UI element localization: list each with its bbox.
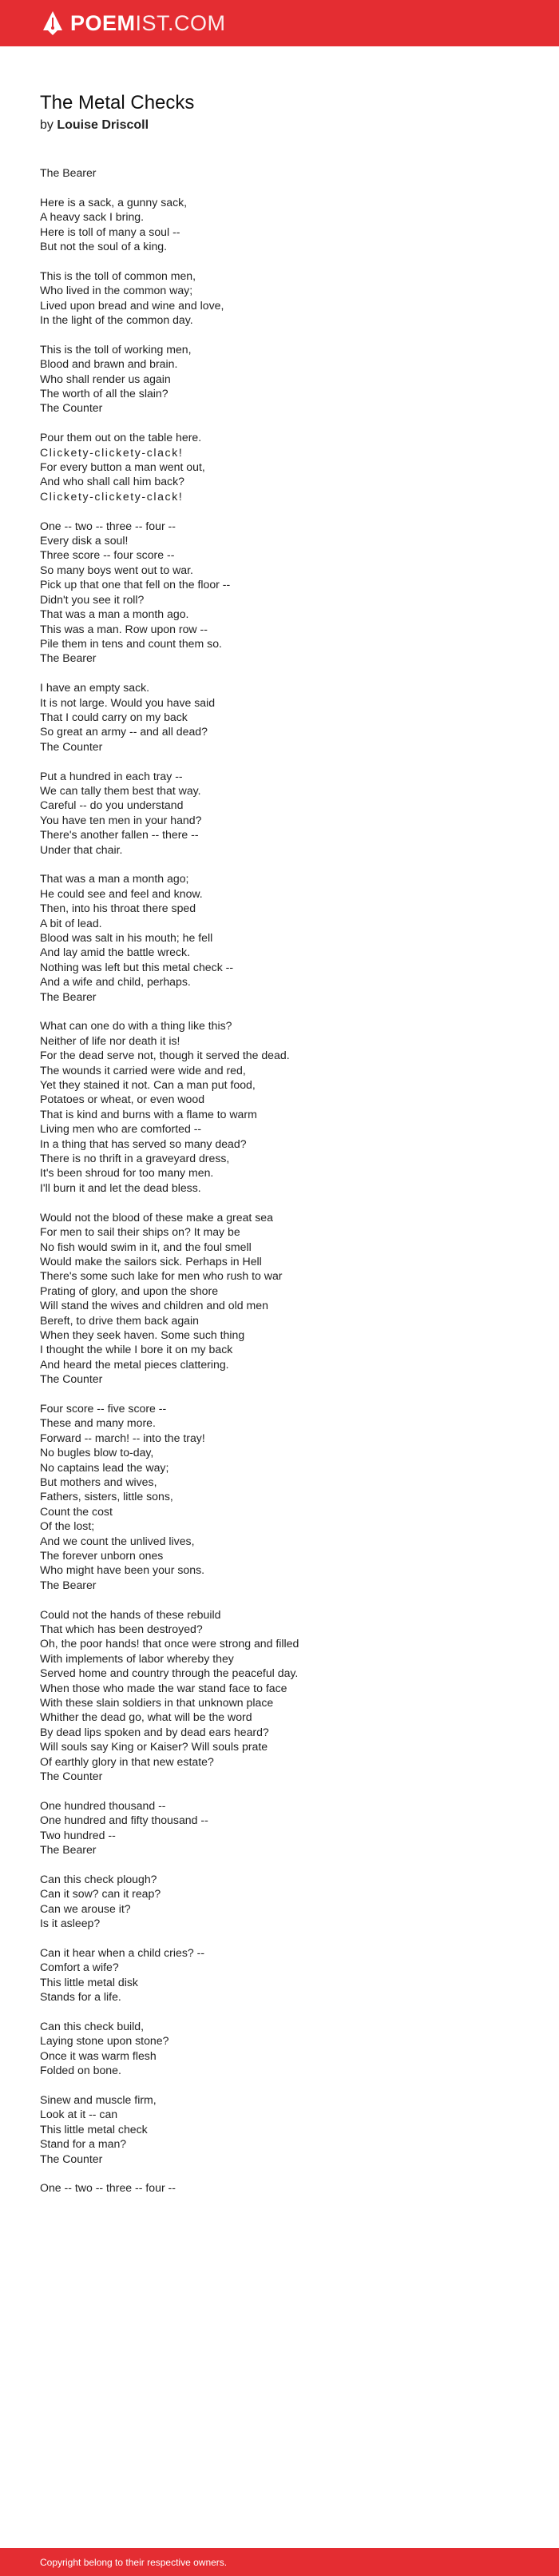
poem-line: One hundred and fifty thousand -- bbox=[40, 1814, 208, 1827]
poem-line: Oh, the poor hands! that once were strong and filled bbox=[40, 1637, 299, 1650]
poem-line: Three score -- four score -- bbox=[40, 548, 175, 562]
poem-line: The Counter bbox=[40, 1770, 103, 1783]
poem-line: Forward -- march! -- into the tray! bbox=[40, 1431, 205, 1444]
poem-line: Can we arouse it? bbox=[40, 1901, 131, 1915]
poem-line: By dead lips spoken and by dead ears heard? bbox=[40, 1725, 269, 1738]
poem-line: Clickety-clickety-clack! bbox=[40, 445, 184, 459]
poem-line: Under that chair. bbox=[40, 842, 123, 856]
poem-line: That is kind and burns with a flame to warm bbox=[40, 1107, 257, 1121]
poem-line: Nothing was left but this metal check -- bbox=[40, 960, 234, 973]
poem-line: But mothers and wives, bbox=[40, 1475, 157, 1488]
poem-body bbox=[40, 165, 519, 2196]
stanza bbox=[40, 769, 519, 857]
poem-line: It is not large. Would you have said bbox=[40, 695, 216, 709]
poem-line: Prating of glory, and upon the shore bbox=[40, 1284, 219, 1297]
author-name[interactable]: Louise Driscoll bbox=[57, 118, 149, 132]
poem-line: When they seek haven. Some such thing bbox=[40, 1328, 245, 1341]
stanza bbox=[40, 680, 519, 754]
stanza bbox=[40, 1798, 519, 1857]
poem-line: The wounds it carried were wide and red, bbox=[40, 1063, 246, 1077]
poem-line: That which has been destroyed? bbox=[40, 1622, 203, 1636]
poem-line: Blood was salt in his mouth; he fell bbox=[40, 931, 213, 944]
poem-line: Would make the sailors sick. Perhaps in Hell bbox=[40, 1254, 262, 1268]
stanza bbox=[40, 871, 519, 1004]
poem-line: And lay amid the battle wreck. bbox=[40, 946, 191, 959]
poem-line: He could see and feel and know. bbox=[40, 886, 203, 900]
poem-line: Potatoes or wheat, or even wood bbox=[40, 1093, 205, 1106]
poem-line: Is it asleep? bbox=[40, 1917, 101, 1930]
poem-line: Of the lost; bbox=[40, 1519, 95, 1533]
poem-line: That was a man a month ago; bbox=[40, 872, 189, 886]
poem-line: Can this check plough? bbox=[40, 1872, 157, 1885]
poem-line: With implements of labor whereby they bbox=[40, 1651, 234, 1665]
poem-line: Blood and brawn and brain. bbox=[40, 357, 178, 371]
poem-line: We can tally them best that way. bbox=[40, 783, 201, 797]
poem-line: For every button a man went out, bbox=[40, 460, 205, 474]
poem-line: Here is toll of many a soul -- bbox=[40, 225, 180, 238]
poem-line: This was a man. Row upon row -- bbox=[40, 622, 208, 635]
by-label: by bbox=[40, 118, 54, 132]
poem-line: Comfort a wife? bbox=[40, 1961, 119, 1974]
poem-line: The Counter bbox=[40, 401, 103, 415]
poem-line: This is the toll of common men, bbox=[40, 269, 196, 282]
poem-line: The Bearer bbox=[40, 1578, 97, 1591]
poem-line: It's been shroud for too many men. bbox=[40, 1166, 214, 1180]
poem-line: Put a hundred in each tray -- bbox=[40, 769, 183, 782]
stanza bbox=[40, 1607, 519, 1784]
poem-line: In a thing that has served so many dead? bbox=[40, 1137, 247, 1150]
poem-line: So many boys went out to war. bbox=[40, 563, 193, 576]
poem-line: Neither of life nor death it is! bbox=[40, 1033, 180, 1047]
poem-line: There's another fallen -- there -- bbox=[40, 828, 199, 842]
poem-line: Would not the blood of these make a great sea bbox=[40, 1210, 273, 1224]
poem-line: Two hundred -- bbox=[40, 1828, 116, 1841]
stanza bbox=[40, 1945, 519, 2005]
poem-line: The Counter bbox=[40, 739, 103, 753]
stanza bbox=[40, 1872, 519, 1931]
poem-line: Bereft, to drive them back again bbox=[40, 1313, 199, 1327]
poem-line: The Bearer bbox=[40, 1843, 97, 1857]
poem-line: Who shall render us again bbox=[40, 372, 171, 385]
poem-line: But not the soul of a king. bbox=[40, 240, 168, 253]
poem-line: No captains lead the way; bbox=[40, 1460, 169, 1474]
poem-line: Will souls say King or Kaiser? Will souls prate bbox=[40, 1740, 268, 1754]
poem-line: Of earthly glory in that new estate? bbox=[40, 1754, 214, 1768]
poem-line: A heavy sack I bring. bbox=[40, 210, 145, 224]
poem-line: This little metal disk bbox=[40, 1975, 138, 1989]
poem-line: When those who made the war stand face to face bbox=[40, 1681, 287, 1694]
site-logo-text: POEMIST.COM bbox=[70, 11, 226, 35]
poem-line: This little metal check bbox=[40, 2122, 148, 2136]
poem-line: Can it hear when a child cries? -- bbox=[40, 1945, 205, 1959]
poem-line: Living men who are comforted -- bbox=[40, 1122, 202, 1136]
poem-line: Clickety-clickety-clack! bbox=[40, 489, 184, 503]
stanza bbox=[40, 269, 519, 328]
poem-line: Then, into his throat there sped bbox=[40, 902, 196, 915]
poem-line: The Bearer bbox=[40, 651, 97, 665]
poem-line: I thought the while I bore it on my back bbox=[40, 1343, 233, 1356]
stanza bbox=[40, 2180, 519, 2195]
poem-line: And a wife and child, perhaps. bbox=[40, 975, 191, 989]
poem-line: For men to sail their ships on? It may be bbox=[40, 1225, 240, 1239]
poem-line: What can one do with a thing like this? bbox=[40, 1019, 232, 1033]
poem-line: There's some such lake for men who rush to war bbox=[40, 1269, 283, 1283]
poem-line: I'll burn it and let the dead bless. bbox=[40, 1181, 201, 1194]
poem-line: Sinew and muscle firm, bbox=[40, 2092, 157, 2106]
poem-line: Served home and country through the peaceful day. bbox=[40, 1666, 299, 1680]
stanza bbox=[40, 1210, 519, 1387]
poem-line: Four score -- five score -- bbox=[40, 1401, 167, 1415]
stanza bbox=[40, 519, 519, 666]
poem-line: One hundred thousand -- bbox=[40, 1798, 166, 1812]
poem-line: Didn't you see it roll? bbox=[40, 592, 145, 606]
poem-line: That was a man a month ago. bbox=[40, 607, 189, 621]
poem-line: Once it was warm flesh bbox=[40, 2048, 157, 2062]
stanza bbox=[40, 195, 519, 254]
poem-line: Can it sow? can it reap? bbox=[40, 1887, 161, 1901]
poem-line: Could not the hands of these rebuild bbox=[40, 1607, 221, 1621]
poem-byline bbox=[40, 117, 519, 134]
stanza bbox=[40, 1018, 519, 1195]
poem-line: This is the toll of working men, bbox=[40, 342, 192, 356]
top-bar bbox=[0, 0, 559, 46]
stanza bbox=[40, 2019, 519, 2078]
poem-line: The worth of all the slain? bbox=[40, 387, 168, 400]
poem-line: The Counter bbox=[40, 2152, 103, 2165]
poem-title: The Metal Checks bbox=[40, 92, 195, 113]
poem-line: The Bearer bbox=[40, 166, 97, 179]
poem-line: Pick up that one that fell on the floor -- bbox=[40, 578, 231, 591]
poem-line: The Bearer bbox=[40, 989, 97, 1003]
poem-line: Lived upon bread and wine and love, bbox=[40, 298, 224, 312]
poem-line: A bit of lead. bbox=[40, 916, 102, 930]
poem-container bbox=[40, 91, 519, 2210]
footer-bar bbox=[0, 2548, 559, 2576]
poem-line: One -- two -- three -- four -- bbox=[40, 2181, 176, 2195]
stanza bbox=[40, 1401, 519, 1592]
poem-line: With these slain soldiers in that unknown place bbox=[40, 1696, 274, 1710]
poem-line: One -- two -- three -- four -- bbox=[40, 519, 176, 532]
poem-line: And who shall call him back? bbox=[40, 475, 184, 488]
poem-line: Will stand the wives and children and old men bbox=[40, 1299, 268, 1312]
poem-line: Stands for a life. bbox=[40, 1990, 121, 2004]
poem-line: Can this check build, bbox=[40, 2019, 145, 2033]
poem-line: And heard the metal pieces clattering. bbox=[40, 1357, 229, 1371]
poem-line: No bugles blow to-day, bbox=[40, 1446, 154, 1459]
poem-line: These and many more. bbox=[40, 1416, 156, 1430]
poem-line: Look at it -- can bbox=[40, 2108, 118, 2121]
poem-line: The forever unborn ones bbox=[40, 1549, 164, 1563]
poem-line: Every disk a soul! bbox=[40, 534, 129, 547]
poem-line: There is no thrift in a graveyard dress, bbox=[40, 1152, 230, 1165]
poem-line: That I could carry on my back bbox=[40, 710, 188, 723]
stanza bbox=[40, 342, 519, 416]
poem-line: The Counter bbox=[40, 1372, 103, 1386]
poem-line: You have ten men in your hand? bbox=[40, 813, 202, 826]
poem-line: For the dead serve not, though it served the dead. bbox=[40, 1049, 290, 1062]
poem-line: Pile them in tens and count them so. bbox=[40, 636, 222, 650]
stanza bbox=[40, 430, 519, 504]
poem-line: Laying stone upon stone? bbox=[40, 2034, 169, 2048]
poem-line: No fish would swim in it, and the foul smell bbox=[40, 1240, 252, 1253]
poem-line: Who might have been your sons. bbox=[40, 1563, 205, 1577]
poem-line: Here is a sack, a gunny sack, bbox=[40, 195, 188, 209]
poem-line: Yet they stained it not. Can a man put food, bbox=[40, 1078, 256, 1092]
quill-pen-icon bbox=[42, 10, 64, 36]
poem-line: Who lived in the common way; bbox=[40, 284, 193, 297]
poem-line: I have an empty sack. bbox=[40, 681, 150, 695]
poem-line: So great an army -- and all dead? bbox=[40, 725, 208, 739]
poem-line: And we count the unlived lives, bbox=[40, 1534, 195, 1547]
poem-line: Whither the dead go, what will be the word bbox=[40, 1710, 252, 1724]
poem-line: In the light of the common day. bbox=[40, 313, 193, 327]
poem-line: Pour them out on the table here. bbox=[40, 431, 202, 444]
stanza bbox=[40, 165, 519, 180]
poem-line: Careful -- do you understand bbox=[40, 798, 184, 812]
copyright-text: Copyright belong to their respective owners. bbox=[40, 2557, 228, 2568]
poem-line: Count the cost bbox=[40, 1504, 113, 1518]
poem-line: Stand for a man? bbox=[40, 2137, 127, 2151]
poem-line: Fathers, sisters, little sons, bbox=[40, 1490, 173, 1503]
stanza bbox=[40, 2092, 519, 2166]
poem-line: Folded on bone. bbox=[40, 2064, 121, 2077]
site-logo[interactable] bbox=[42, 10, 226, 37]
